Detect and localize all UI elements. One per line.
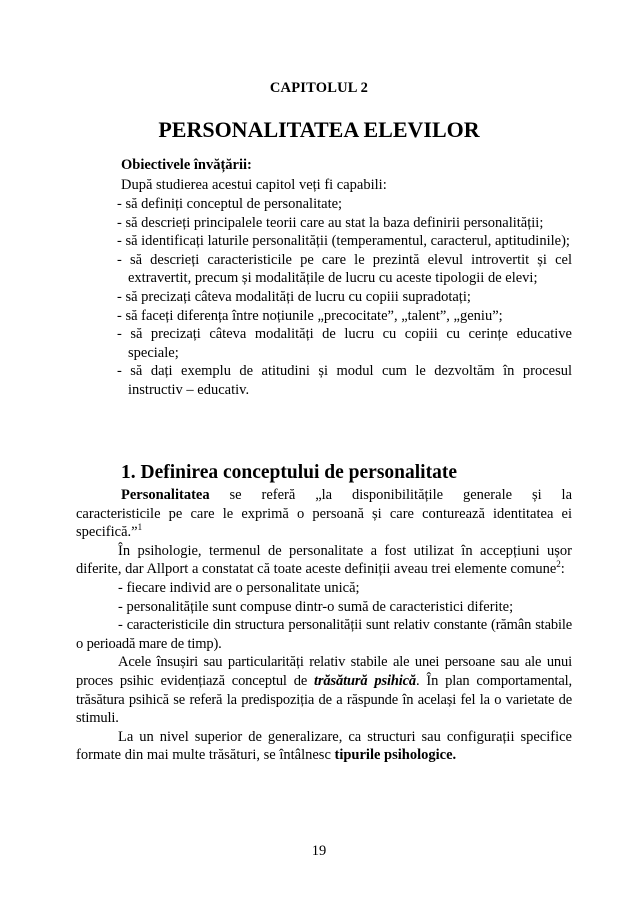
bullet-item: - caracteristicile din structura personalității sunt relativ constante (rămân stabile o perioadă mare de timp).	[76, 617, 572, 652]
objective-item: - să dați exemplu de atitudini și modul cum le dezvoltăm în procesul instructiv – educativ.	[117, 363, 572, 398]
paragraph-trait	[76, 653, 572, 727]
trait-text-b: . În plan comportamental, trăsătura psihică se referă la predispoziția de a răspunde în același fel la o varietate de stimuli.	[76, 672, 572, 727]
bullet-item: - personalitățile sunt compuse dintr-o sumă de caracteristici diferite;	[118, 598, 514, 615]
objective-item: - să faceți diferența între noțiunile „precocitate”, „talent”, „geniu”;	[117, 307, 503, 324]
objectives-list	[117, 195, 572, 400]
chapter-title: PERSONALITATEA ELEVILOR	[158, 117, 480, 142]
allport-colon: :	[560, 561, 565, 578]
objective-item: - să descrieți caracteristicile pe care le prezintă elevul introvertit și cel extravertit, precum și modalitățile de lucru cu aceste tipologii de elevi;	[117, 251, 572, 287]
term-personalitatea: Personalitatea	[121, 487, 210, 503]
objective-item: - să identificați laturile personalității (temperamentul, caracterul, aptitudinile);	[117, 233, 570, 250]
term-tipurile-psihologice: tipurile psihologice.	[334, 747, 457, 764]
trait-text-a: Acele însușiri sau particularități relativ stabile ale unei persoane sau ale unui proces psihic evidențiază conceptul de	[76, 654, 572, 689]
body-text	[76, 486, 572, 765]
types-text: La un nivel superior de generalizare, ca structuri sau configurații specifice formate din mai multe trăsături, se întâlnesc	[76, 728, 572, 764]
term-trasatura-psihica: trăsătură psihică	[314, 672, 417, 689]
footnote-ref-2: 2	[556, 559, 561, 570]
objective-item: - să precizați câteva modalități de lucru cu copiii supradotați;	[117, 288, 471, 305]
paragraph-allport	[76, 542, 572, 579]
objectives-heading: Obiectivele învățării:	[121, 157, 252, 173]
footnote-ref-1: 1	[137, 522, 143, 533]
allport-text: În psihologie, termenul de personalitate a fost utilizat în accepțiuni ușor diferite, dar Allport a constatat că toate aceste definiții aveau trei elemente comune	[76, 542, 572, 578]
paragraph-types	[76, 728, 572, 765]
objective-item: - să descrieți principalele teorii care au stat la baza definirii personalității;	[117, 214, 544, 231]
bullet-item: - fiecare individ are o personalitate unică;	[118, 579, 360, 596]
page-number: 19	[311, 843, 327, 859]
paragraph-definition	[76, 486, 572, 542]
objective-item: - să definiți conceptul de personalitate;	[117, 196, 343, 212]
definition-text: se referă „la disponibilitățile generale și la caracteristicile pe care le exprimă o persoană și care conturează identitatea ei specifică.”	[76, 487, 572, 541]
chapter-label: CAPITOLUL 2	[269, 80, 369, 96]
objective-item: - să precizați câteva modalități de lucru cu copiii cu cerințe educative speciale;	[117, 326, 572, 361]
section-heading: 1. Definirea conceptului de personalitate	[121, 462, 457, 483]
objectives-intro: După studierea acestui capitol veți fi capabili:	[121, 177, 387, 193]
